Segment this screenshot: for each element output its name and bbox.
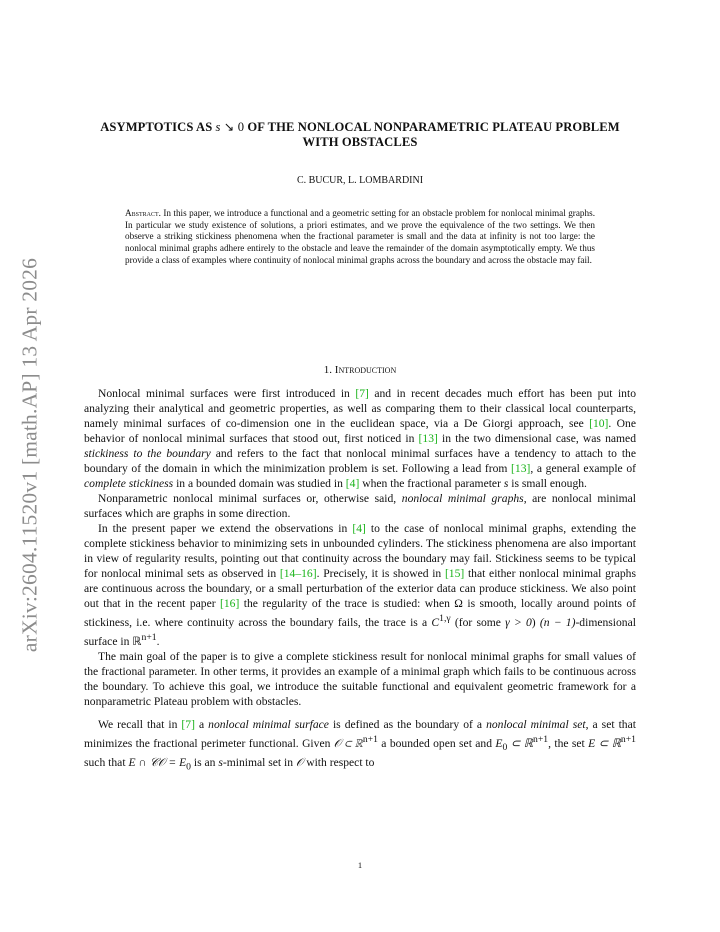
page-number: 1 xyxy=(357,860,363,870)
math-symbol: 𝒪 xyxy=(295,755,304,769)
section-title: Introduction xyxy=(334,364,397,376)
citation-link[interactable]: [7] xyxy=(355,387,369,400)
abstract-text: In this paper, we introduce a functional and a geometric setting for an obstacle problem for nonlocal minimal graphs. In particular we study existence of solutions, a priori estimates, and we prove the equivalence of the two settings. We then observe a striking stickiness phenomena when the fractional parameter is small and the data at infinity is not too large: the nonlocal minimal graphs adhere entirely to the obstacle and leave the remainder of the domain asymptotically empty. We thus provide a class of examples where continuity of nonlocal minimal graphs across the boundary and across the obstacle may fail. xyxy=(125,208,595,265)
emphasis: nonlocal minimal set xyxy=(486,717,586,731)
paragraph-1: Nonlocal minimal surfaces were first introduced in [7] and in recent decades much effort has been put into analyzing their analytical and geometric properties, as well as comparing them to their classical local counterparts, namely minimal surfaces of co-dimension one in the euclidean space, via a De Giorgi approach, see [10]. One behavior of nonlocal minimal surfaces that stood out, first noticed in [13] in the two dimensional case, was named stickiness to the boundary and refers to the fact that nonlocal minimal surfaces have a tendency to attach to the boundary of the domain in which the minimization problem is set. Following a lead from [13], a general example of complete stickiness in a bounded domain was studied in [4] when the fractional parameter s is small enough. xyxy=(84,387,637,490)
paragraph-5: We recall that in [7] a nonlocal minimal surface is defined as the boundary of a nonlocal minimal set, a set that minimizes the fractional perimeter functional. Given 𝒪 ⊂ ℝ$^{n+1}$ a bounded open set and $E_0$ ⊂ ℝ$^{n+1}$, the set E ⊂ ℝ$^{n+1}$ such that E ∩ 𝒞𝒪 = $E_0$ is an s-minimal set in 𝒪 with respect to xyxy=(84,717,636,773)
section-heading xyxy=(96,364,624,376)
math-symbol: C xyxy=(431,615,440,629)
arxiv-identifier-text: arXiv:2604.11520v1 [math.AP] 13 Apr 2026 xyxy=(17,257,42,653)
math-superscript: n+1 xyxy=(532,733,549,745)
math-symbol: E xyxy=(495,736,503,750)
paragraph-4: The main goal of the paper is to give a complete stickiness result for nonlocal minimal graphs for small values of the fractional parameter. In other terms, it provides an example of a minimal graph which fails to be continuous across the boundary. To achieve this goal, we introduce the suitable functional and equivalent geometric framework for a nonparametric Plateau problem with obstacles. xyxy=(84,649,636,708)
body-text xyxy=(84,386,636,774)
math-subscript: 0 xyxy=(502,741,508,753)
abstract xyxy=(125,208,595,267)
emphasis: stickiness to the boundary xyxy=(84,447,211,460)
math-symbol: 𝒪 ⊂ ℝ xyxy=(333,736,363,750)
citation-link[interactable]: [16] xyxy=(220,597,240,610)
paper-authors: C. BUCUR, L. LOMBARDINI xyxy=(296,175,424,186)
citation-link[interactable]: [14–16] xyxy=(279,567,317,580)
citation-link[interactable]: [15] xyxy=(444,567,465,580)
arxiv-identifier-stamp xyxy=(16,245,44,665)
paper-title: ASYMPTOTICS AS s ↘ 0 OF THE NONLOCAL NONPARAMETRIC PLATEAU PROBLEM WITH OBSTACLES xyxy=(100,120,620,149)
math-superscript: n+1 xyxy=(362,733,378,745)
math-symbol: γ > 0 xyxy=(505,615,532,629)
emphasis: complete stickiness xyxy=(84,477,174,490)
emphasis: nonlocal minimal graphs xyxy=(401,492,524,505)
citation-link[interactable]: [4] xyxy=(345,477,360,490)
section-number: 1. xyxy=(323,364,333,376)
math-superscript: n+1 xyxy=(141,631,157,643)
math-symbol: ℝ xyxy=(132,634,142,648)
math-symbol: s xyxy=(503,477,509,490)
math-superscript: 1,γ xyxy=(439,613,451,624)
math-symbol: ⊂ ℝ xyxy=(507,736,533,750)
citation-link[interactable]: [13] xyxy=(511,462,531,475)
citation-link[interactable]: [7] xyxy=(181,717,195,731)
paragraph-3: In the present paper we extend the observations in [4] to the case of nonlocal minimal graphs, extending the complete stickiness behavior to minimizing sets in unbounded cylinders. The stickiness phenomena are also important in view of regularity results, pointing out that continuity across the boundary may fail. Stickiness seems to be typical for nonlocal minimal sets as observed in [14–16]. Precisely, it is showed in [15] that either nonlocal minimal graphs are continuous across the boundary, or a small perturbation of the exterior data can produce stickiness. We also point out that in the recent paper [16] the regularity of the trace is studied: when Ω is smooth, locally around points of stickiness, i.e. where continuity across the boundary fails, the trace is a $C^{1,\gamma}$ (for some γ > 0) (n − 1)-dimensional surface in ℝ$^{n+1}$. xyxy=(84,522,636,648)
citation-link[interactable]: [10] xyxy=(589,417,609,430)
abstract-label: Abstract. xyxy=(125,208,161,218)
math-superscript: n+1 xyxy=(620,733,636,745)
citation-link[interactable]: [4] xyxy=(352,522,366,535)
math-symbol: E ∩ 𝒞𝒪 = E xyxy=(128,755,187,769)
paragraph-2: Nonparametric nonlocal minimal surfaces or, otherwise said, nonlocal minimal graphs, are nonlocal minimal surfaces which are graphs in some direction. xyxy=(84,492,636,520)
math-symbol: (n − 1) xyxy=(539,615,576,629)
math-symbol: E ⊂ ℝ xyxy=(588,736,621,750)
math-subscript: 0 xyxy=(186,761,191,773)
citation-link[interactable]: [13] xyxy=(418,432,438,445)
math-symbol: s xyxy=(218,755,223,769)
emphasis: nonlocal minimal surface xyxy=(208,717,329,731)
